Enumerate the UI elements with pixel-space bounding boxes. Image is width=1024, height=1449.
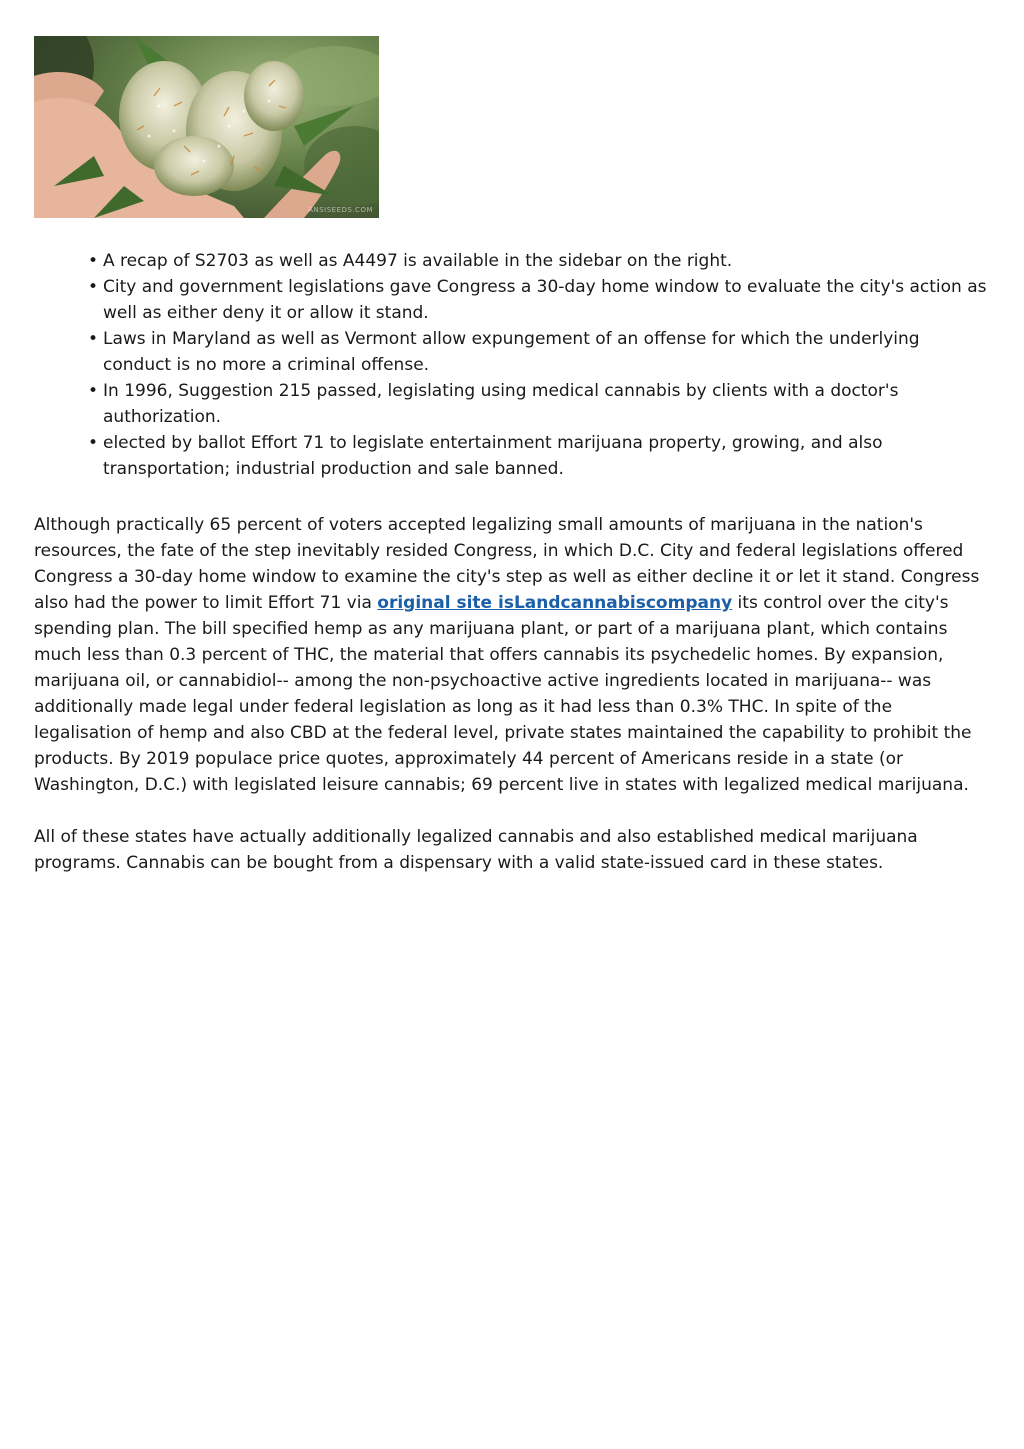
- list-item: • Laws in Maryland as well as Vermont allow expungement of an offense for which the underlying conduct is no more a criminal offense.: [103, 326, 992, 378]
- document-page: [34, 36, 992, 876]
- body-paragraph-2: All of these states have actually additionally legalized cannabis and also established medical marijuana programs. Cannabis can be bought from a dispensary with a valid state-issued card in these states.: [34, 827, 918, 873]
- list-item: • elected by ballot Effort 71 to legislate entertainment marijuana property, growing, and also transportation; industrial production and sale banned.: [103, 430, 992, 482]
- list-item: • In 1996, Suggestion 215 passed, legislating using medical cannabis by clients with a doctor's authorization.: [103, 378, 992, 430]
- bullet-list: [34, 248, 992, 482]
- paragraph-text-before-link: Although practically 65 percent of voters accepted legalizing small amounts of marijuana in the nation's resources, the fate of the step inevitably resided Congress, in which D.C. City and federal legislations offered Congress a 30-day home window to examine the city's step as well as either decline it or let it stand. Congress also had the power to limit Effort 71 via: [34, 515, 980, 613]
- image-watermark: ANSISEEDS.COM: [308, 206, 373, 214]
- original-site-link[interactable]: original site isLandcannabiscompany: [377, 593, 733, 613]
- list-item: • City and government legislations gave Congress a 30-day home window to evaluate the city's action as well as either deny it or allow it stand.: [103, 274, 992, 326]
- cannabis-photo: [34, 36, 379, 218]
- list-item: • A recap of S2703 as well as A4497 is available in the sidebar on the right.: [103, 248, 992, 274]
- cannabis-bud-image: [34, 36, 379, 218]
- paragraph-text-after-link: its control over the city's spending plan. The bill specified hemp as any marijuana plant, or part of a marijuana plant, which contains much less than 0.3 percent of THC, the material that offers cannabis its psychedelic homes. By expansion, marijuana oil, or cannabidiol-- among the non-psychoactive active ingredients located in marijuana-- was additionally made legal under federal legislation as long as it had less than 0.3% THC. In spite of the legalisation of hemp and also CBD at the federal level, private states maintained the capability to prohibit the products. By 2019 populace price quotes, approximately 44 percent of Americans reside in a state (or Washington, D.C.) with legislated leisure cannabis; 69 percent live in states with legalized medical marijuana.: [34, 593, 972, 795]
- body-paragraph-1: [34, 512, 992, 798]
